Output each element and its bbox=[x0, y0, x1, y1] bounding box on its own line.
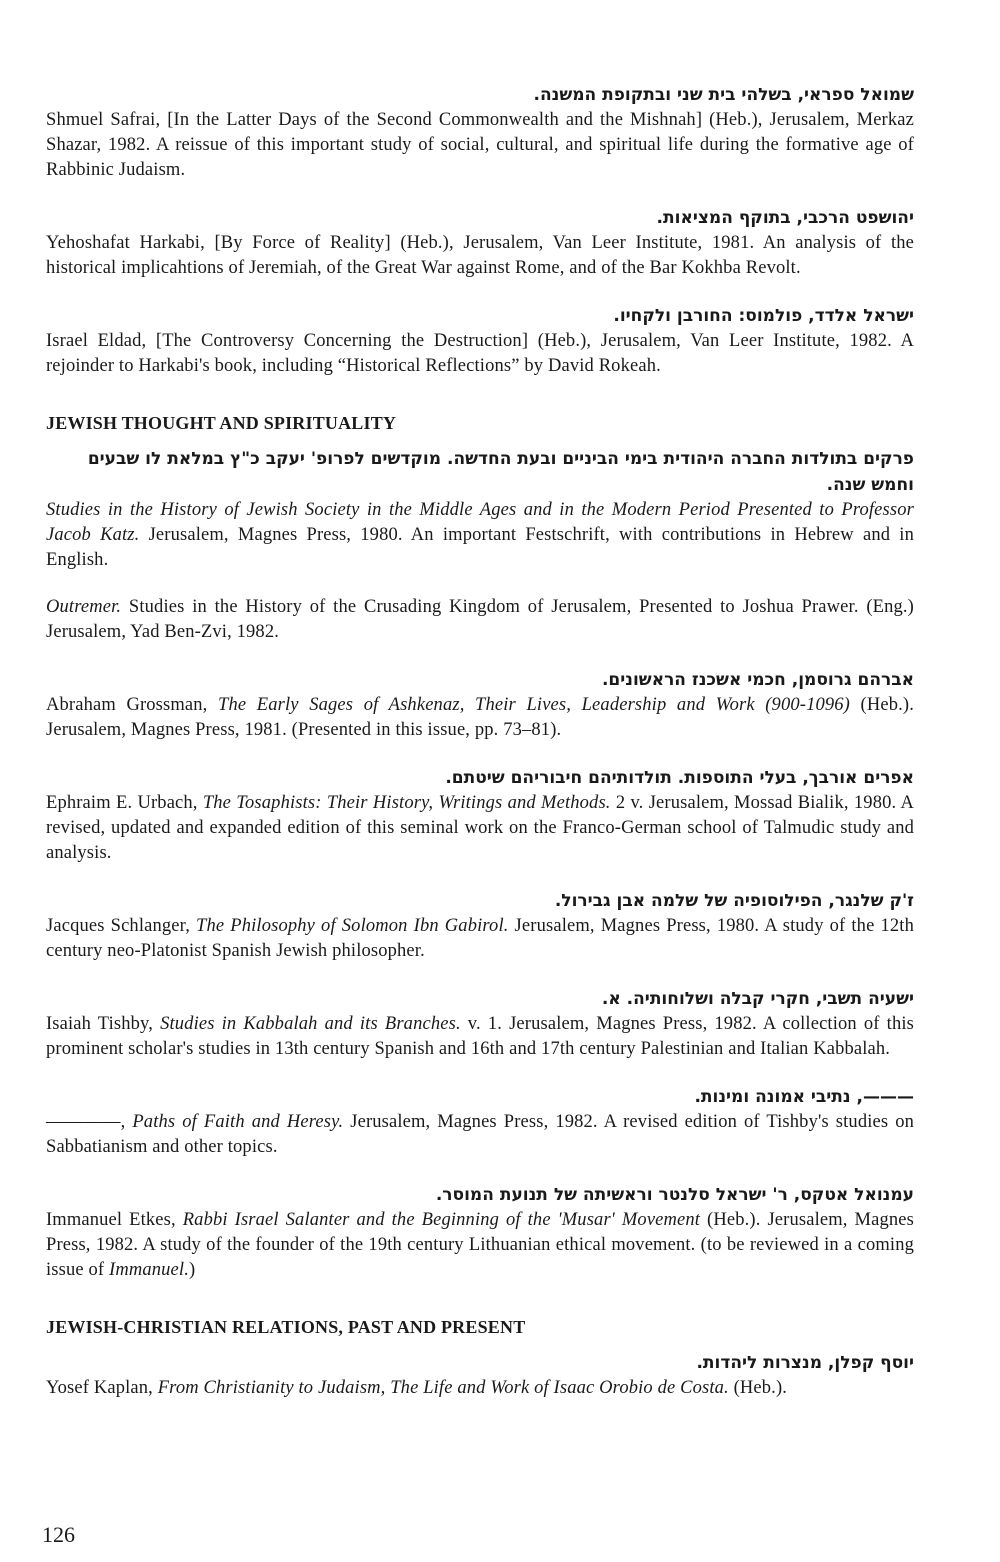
bibliography-entry bbox=[46, 82, 914, 183]
author-name: Ephraim E. Urbach, bbox=[46, 793, 203, 813]
journal-title: Immanuel. bbox=[109, 1260, 189, 1280]
book-title: The Philosophy of Solomon Ibn Gabirol. bbox=[196, 916, 509, 936]
english-citation bbox=[46, 1208, 914, 1283]
hebrew-citation: פרקים בתולדות החברה היהודית בימי הביניים ובעת החדשה. מוקדשים לפרופ' יעקב כ"ץ במלאת לו שבעים וחמש שנה. bbox=[87, 449, 914, 495]
english-citation bbox=[46, 1376, 914, 1401]
bibliography-entry bbox=[46, 986, 914, 1062]
hebrew-citation: ———, נתיבי אמונה ומינות. bbox=[694, 1087, 914, 1107]
citation-details: Jerusalem, Magnes Press, 1980. An important Festschrift, with contributions in Hebrew and in English. bbox=[46, 525, 914, 570]
english-citation: Yehoshafat Harkabi, [By Force of Reality] (Heb.), Jerusalem, Van Leer Institute, 1981. An analysis of the historical implicahtions of Jeremiah, of the Great War against Rome, and of the Bar Kokhba Revolt. bbox=[46, 233, 914, 278]
citation-details: (Heb.). Jerusalem, Magnes Press, 1982. A study of the founder of the 19th century Lithuanian ethical movement. (to be reviewed in a coming issue of bbox=[46, 1210, 914, 1280]
english-citation bbox=[46, 1110, 914, 1160]
bibliography-entry bbox=[46, 595, 914, 645]
bibliography-entry bbox=[46, 303, 914, 379]
hebrew-citation: יוסף קפלן, מנצרות ליהדות. bbox=[696, 1353, 914, 1373]
bibliography-entry bbox=[46, 446, 914, 573]
book-title: Outremer. bbox=[46, 597, 122, 617]
bibliography-entry bbox=[46, 1084, 914, 1160]
citation-end: ) bbox=[188, 1260, 196, 1280]
book-title: Studies in the History of Jewish Society in the Middle Ages and in the Modern Period Presented to Professor Jacob Katz. bbox=[46, 500, 914, 545]
citation-details: (Heb.). bbox=[728, 1378, 788, 1398]
english-citation bbox=[46, 693, 914, 743]
page-number: 126 bbox=[42, 1522, 75, 1547]
bibliography-entry bbox=[46, 765, 914, 866]
author-name: ————, bbox=[46, 1112, 133, 1132]
citation-details: (Heb.). Jerusalem, Magnes Press, 1981. (Presented in this issue, pp. 73–81). bbox=[46, 695, 914, 740]
bibliography-entry bbox=[46, 205, 914, 281]
bibliography-entry bbox=[46, 667, 914, 743]
book-title: Rabbi Israel Salanter and the Beginning of the 'Musar' Movement bbox=[182, 1210, 701, 1230]
hebrew-citation: עמנואל אטקס, ר' ישראל סלנטר וראשיתה של תנועת המוסר. bbox=[435, 1185, 914, 1205]
hebrew-citation: אברהם גרוסמן, חכמי אשכנז הראשונים. bbox=[601, 670, 914, 690]
hebrew-citation: יהושפט הרכבי, בתוקף המציאות. bbox=[656, 208, 914, 228]
citation-details: 2 v. Jerusalem, Mossad Bialik, 1980. A revised, updated and expanded edition of this seminal work on the Franco-German school of Talmudic study and analysis. bbox=[46, 793, 915, 863]
english-citation: Shmuel Safrai, [In the Latter Days of the Second Commonwealth and the Mishnah] (Heb.), Jerusalem, Merkaz Shazar, 1982. A reissue of this important study of social, cultural, and spiritual life during the formative age of Rabbinic Judaism. bbox=[46, 110, 914, 180]
hebrew-citation: ז'ק שלנגר, הפילוסופיה של שלמה אבן גבירול. bbox=[554, 891, 914, 911]
book-title: Paths of Faith and Heresy. bbox=[132, 1112, 344, 1132]
book-title: Studies in Kabbalah and its Branches. bbox=[160, 1014, 461, 1034]
bibliography-entry bbox=[46, 888, 914, 964]
hebrew-citation: ישעיה תשבי, חקרי קבלה ושלוחותיה. א. bbox=[601, 989, 914, 1009]
english-citation bbox=[46, 595, 914, 645]
citation-details: Jerusalem, Magnes Press, 1982. A revised edition of Tishby's studies on Sabbatianism and other topics. bbox=[46, 1112, 914, 1157]
english-citation bbox=[46, 1012, 914, 1062]
section-heading: JEWISH THOUGHT AND SPIRITUALITY bbox=[46, 413, 397, 433]
book-title: The Early Sages of Ashkenaz, Their Lives, Leadership and Work (900-1096) bbox=[218, 695, 850, 715]
author-name: Yosef Kaplan, bbox=[46, 1378, 158, 1398]
english-citation bbox=[46, 498, 914, 573]
english-citation bbox=[46, 791, 914, 866]
author-name: Isaiah Tishby, bbox=[46, 1014, 161, 1034]
hebrew-citation: ישראל אלדד, פולמוס: החורבן ולקחיו. bbox=[613, 306, 914, 326]
bibliography-entry bbox=[46, 1182, 914, 1283]
book-title: From Christianity to Judaism, The Life and Work of Isaac Orobio de Costa. bbox=[157, 1378, 729, 1398]
citation-details: Studies in the History of the Crusading Kingdom of Jerusalem, Presented to Joshua Prawer. (Eng.) Jerusalem, Yad Ben-Zvi, 1982. bbox=[46, 597, 914, 642]
section-heading: JEWISH-CHRISTIAN RELATIONS, PAST AND PRESENT bbox=[46, 1317, 526, 1337]
citation-details: Jerusalem, Magnes Press, 1980. A study of the 12th century neo-Platonist Spanish Jewish philosopher. bbox=[46, 916, 914, 961]
book-title: The Tosaphists: Their History, Writings and Methods. bbox=[202, 793, 611, 813]
bibliography-entry bbox=[46, 1350, 914, 1401]
page-content bbox=[46, 82, 914, 1423]
author-name: Abraham Grossman, bbox=[46, 695, 219, 715]
citation-details: v. 1. Jerusalem, Magnes Press, 1982. A collection of this prominent scholar's studies in 13th century Spanish and 16th and 17th century Palestinian and Italian Kabbalah. bbox=[46, 1014, 914, 1059]
author-name: Jacques Schlanger, bbox=[46, 916, 197, 936]
hebrew-citation: אפרים אורבך, בעלי התוספות. תולדותיהם חיבוריהם שיטתם. bbox=[445, 768, 914, 788]
hebrew-citation: שמואל ספראי, בשלהי בית שני ובתקופת המשנה. bbox=[533, 85, 914, 105]
english-citation bbox=[46, 914, 914, 964]
english-citation: Israel Eldad, [The Controversy Concerning the Destruction] (Heb.), Jerusalem, Van Leer Institute, 1982. A rejoinder to Harkabi's book, including “Historical Reflections” by David Rokeah. bbox=[46, 331, 914, 376]
author-name: Immanuel Etkes, bbox=[46, 1210, 183, 1230]
